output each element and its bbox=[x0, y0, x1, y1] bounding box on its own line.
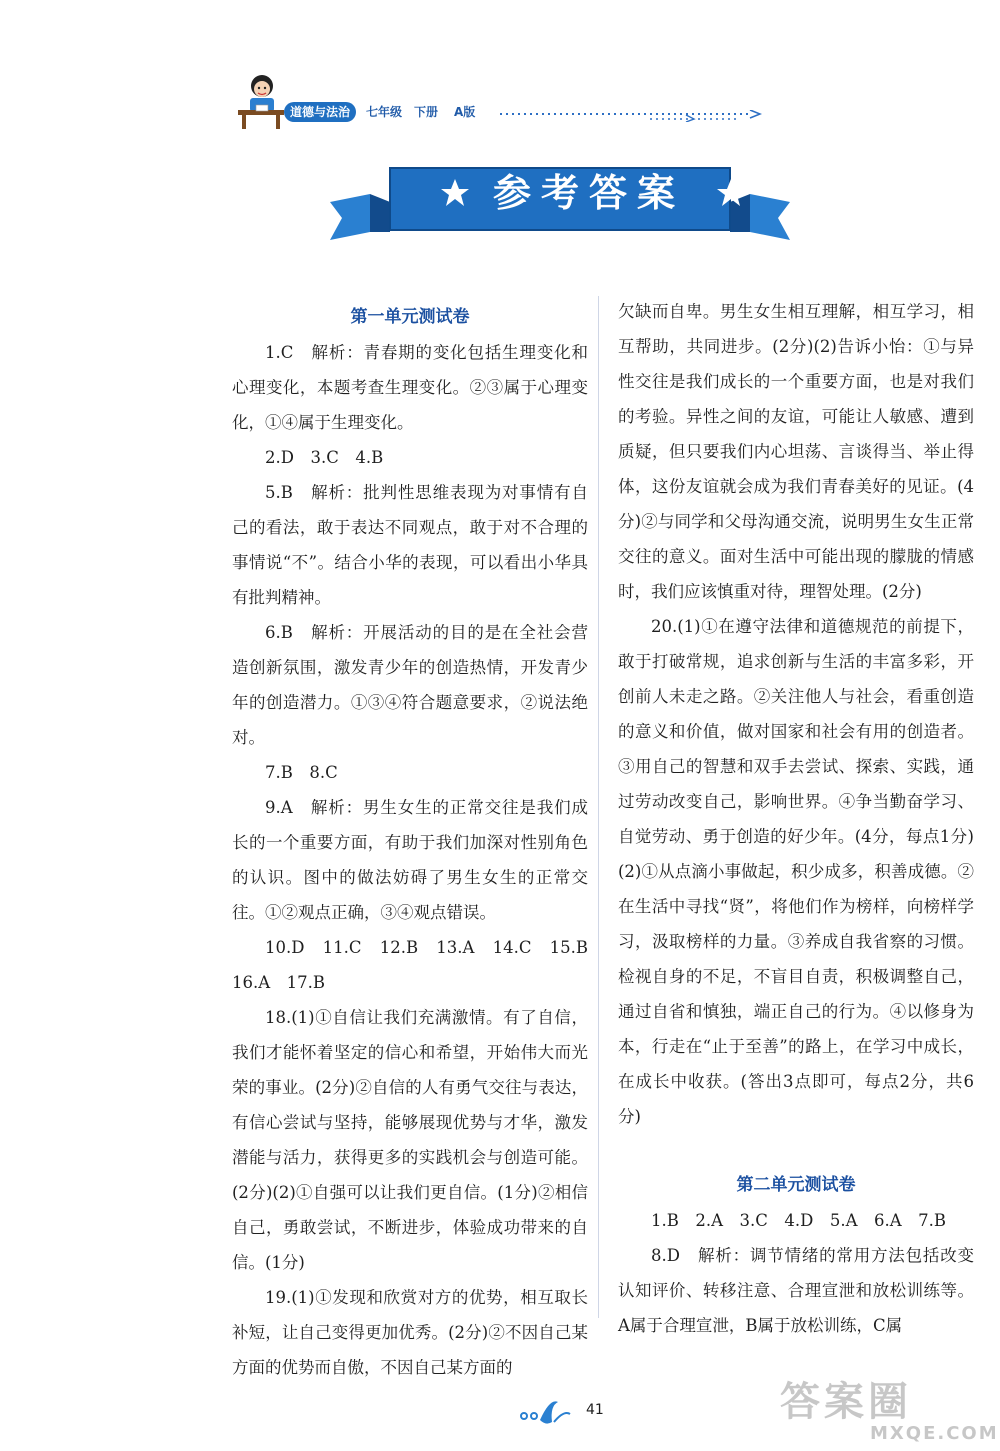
student-mascot-icon bbox=[232, 72, 288, 132]
volume-label: 下册 bbox=[414, 105, 439, 119]
answer-paragraph: 7.B 8.C bbox=[265, 763, 338, 782]
subject-badge: 道德与法治 bbox=[284, 102, 356, 122]
answer-paragraph: 1.B 2.A 3.C 4.D 5.A 6.A 7.B bbox=[651, 1211, 947, 1230]
site-watermark bbox=[780, 1379, 999, 1446]
section-heading: 第一单元测试卷 bbox=[350, 307, 470, 327]
answer-paragraph: 10.D 11.C 12.B 13.A 14.C 15.B 16.A 17.B bbox=[232, 938, 588, 992]
footer-ornament-icon bbox=[516, 1396, 572, 1428]
grade-label: 七年级 bbox=[366, 105, 403, 119]
answer-paragraph: 8.D 解析：调节情绪的常用方法包括改变认知评价、转移注意、合理宣泄和放松训练等。A属于合理宣泄，B属于放松训练，C属 bbox=[618, 1246, 974, 1335]
dotted-arrow-icon bbox=[500, 110, 762, 122]
page-header bbox=[232, 72, 772, 142]
answer-paragraph: 欠缺而自卑。男生女生相互理解，相互学习，相互帮助，共同进步。(2分)(2)告诉小怡：①与异性交往是我们成长的一个重要方面，也是对我们的考验。异性之间的友谊，可能让人敏感、遭到质疑，但只要我们内心坦荡、言谈得当、举止得体，这份友谊就会成为我们青春美好的见证。(4分)②与同学和父母沟通交流，说明男生女生正常交往的意义。面对生活中可能出现的朦胧的情感时，我们应该慎重对待，理智处理。(2分) bbox=[618, 302, 974, 601]
answer-paragraph: 9.A 解析：男生女生的正常交往是我们成长的一个重要方面，有助于我们加深对性别角色的认识。图中的做法妨碍了男生女生的正常交往。①②观点正确，③④观点错误。 bbox=[232, 798, 588, 922]
page-number: 41 bbox=[586, 1402, 604, 1418]
page-title: 参考答案 bbox=[492, 171, 685, 215]
left-column bbox=[232, 300, 588, 1385]
answer-paragraph: 2.D 3.C 4.B bbox=[265, 448, 384, 467]
edition-label: A版 bbox=[454, 105, 476, 119]
answer-paragraph: 1.C 解析：青春期的变化包括生理变化和心理变化，本题考查生理变化。②③属于心理变化，①④属于生理变化。 bbox=[232, 343, 588, 432]
answer-paragraph: 18.(1)①自信让我们充满激情。有了自信，我们才能怀着坚定的信心和希望，开始伟大而光荣的事业。(2分)②自信的人有勇气交往与表达，有信心尝试与坚持，能够展现优势与才华，激发潜能与活力，获得更多的实践机会与创造可能。(2分)(2)①自强可以让我们更自信。(1分)②相信自己，勇敢尝试，不断进步，体验成功带来的自信。(1分) bbox=[232, 1008, 588, 1272]
answer-paragraph: 20.(1)①在遵守法律和道德规范的前提下，敢于打破常规，追求创新与生活的丰富多彩，开创前人未走之路。②关注他人与社会，看重创造的意义和价值，做对国家和社会有用的创造者。③用自己的智慧和双手去尝试、探索、实践，通过劳动改变自己，影响世界。④争当勤奋学习、自觉劳动、勇于创造的好少年。(4分，每点1分)(2)①从点滴小事做起，积少成多，积善成德。②在生活中寻找“贤”，将他们作为榜样，向榜样学习，汲取榜样的力量。③养成自我省察的习惯。检视自身的不足，不盲目自责，积极调整自己，通过自省和慎独，端正自己的行为。④以修身为本，行走在“止于至善”的路上，在学习中成长，在成长中收获。(答出3点即可，每点2分，共6分) bbox=[618, 617, 974, 1126]
answer-paragraph: 19.(1)①发现和欣赏对方的优势，相互取长补短，让自己变得更加优秀。(2分)②不因自己某方面的优势而自傲，不因自己某方面的 bbox=[232, 1288, 588, 1377]
watermark-bottom: MXQE.COM bbox=[870, 1423, 999, 1444]
star-icon bbox=[440, 178, 470, 208]
answer-paragraph: 5.B 解析：批判性思维表现为对事情有自己的看法，敢于表达不同观点，敢于对不合理的事情说“不”。结合小华的表现，可以看出小华具有批判精神。 bbox=[232, 483, 588, 607]
star-icon bbox=[716, 178, 746, 208]
right-column bbox=[618, 294, 974, 1343]
section-heading: 第二单元测试卷 bbox=[736, 1175, 856, 1195]
answer-paragraph: 6.B 解析：开展活动的目的是在全社会营造创新氛围，激发青少年的创造热情，开发青少年的创造潜力。①③④符合题意要求，②说法绝对。 bbox=[232, 623, 588, 747]
watermark-top: 答案圈 bbox=[780, 1379, 912, 1425]
section-spacer bbox=[618, 1134, 974, 1168]
column-divider bbox=[598, 296, 599, 1318]
